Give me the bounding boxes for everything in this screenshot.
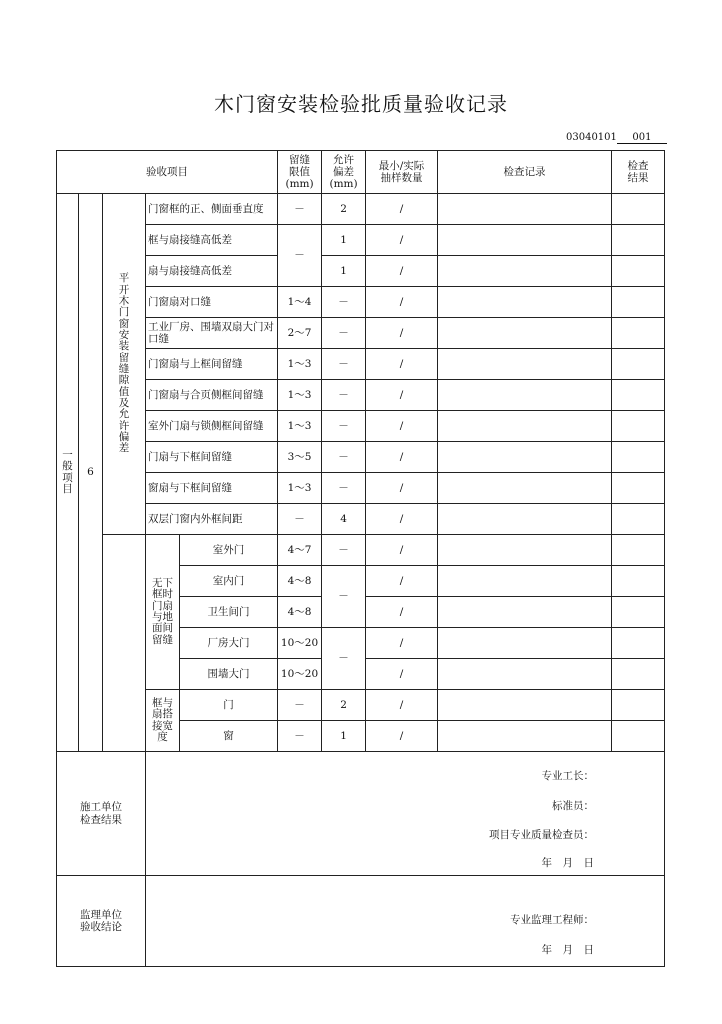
row-name: 窗扇与下框间留缝 bbox=[146, 473, 278, 504]
row-tolerance: － bbox=[322, 287, 366, 318]
table-row bbox=[57, 287, 665, 318]
header-record: 检查记录 bbox=[438, 151, 612, 194]
row-result-cell[interactable] bbox=[612, 566, 665, 597]
header-row bbox=[57, 151, 665, 194]
row-name: 门窗框的正、侧面垂直度 bbox=[146, 194, 278, 225]
row-record-cell[interactable] bbox=[438, 349, 612, 380]
row-gap: 4～8 bbox=[278, 597, 322, 628]
row-name: 围墙大门 bbox=[180, 659, 278, 690]
row-result-cell[interactable] bbox=[612, 318, 665, 349]
row-record-cell[interactable] bbox=[438, 411, 612, 442]
row-result-cell[interactable] bbox=[612, 535, 665, 566]
construction-label: 施工单位 检查结果 bbox=[57, 752, 146, 876]
header-gap-limit: 留缝 限值 (mm) bbox=[278, 151, 322, 194]
engineer-label: 专业监理工程师： bbox=[510, 914, 595, 926]
construction-section bbox=[57, 752, 665, 876]
item-number-cell: 6 bbox=[79, 194, 103, 752]
row-sample: / bbox=[366, 442, 438, 473]
row-result-cell[interactable] bbox=[612, 721, 665, 752]
row-record-cell[interactable] bbox=[438, 597, 612, 628]
table-row bbox=[57, 690, 665, 721]
row-name: 双层门窗内外框间距 bbox=[146, 504, 278, 535]
row-record-cell[interactable] bbox=[438, 721, 612, 752]
row-name: 卫生间门 bbox=[180, 597, 278, 628]
table-row bbox=[57, 442, 665, 473]
row-name: 室外门 bbox=[180, 535, 278, 566]
team-lead-label: 标准员： bbox=[552, 799, 595, 812]
table-row bbox=[57, 380, 665, 411]
document-code-suffix: 001 bbox=[617, 132, 667, 144]
section-cell: 平开木门窗安装留缝隙值及允许偏差 bbox=[103, 194, 146, 535]
row-result-cell[interactable] bbox=[612, 194, 665, 225]
row-sample: / bbox=[366, 473, 438, 504]
row-result-cell[interactable] bbox=[612, 225, 665, 256]
row-sample: / bbox=[366, 318, 438, 349]
document-code bbox=[566, 132, 667, 144]
row-record-cell[interactable] bbox=[438, 318, 612, 349]
row-name: 框与扇接缝高低差 bbox=[146, 225, 278, 256]
row-sample: / bbox=[366, 504, 438, 535]
category-cell: 一般项目 bbox=[57, 194, 79, 752]
row-gap: 10～20 bbox=[278, 628, 322, 659]
row-result-cell[interactable] bbox=[612, 659, 665, 690]
row-result-cell[interactable] bbox=[612, 473, 665, 504]
row-name: 门窗扇对口缝 bbox=[146, 287, 278, 318]
table-row bbox=[57, 318, 665, 349]
row-sample: / bbox=[366, 690, 438, 721]
row-tolerance: － bbox=[322, 411, 366, 442]
inspection-table bbox=[56, 150, 665, 967]
row-sample: / bbox=[366, 659, 438, 690]
row-sample: / bbox=[366, 349, 438, 380]
header-result: 检查 结果 bbox=[612, 151, 665, 194]
row-record-cell[interactable] bbox=[438, 194, 612, 225]
row-record-cell[interactable] bbox=[438, 566, 612, 597]
row-tolerance: 1 bbox=[322, 721, 366, 752]
row-record-cell[interactable] bbox=[438, 442, 612, 473]
row-sample: / bbox=[366, 597, 438, 628]
construction-date: 年 月 日 bbox=[541, 856, 595, 869]
inspector-label: 项目专业质量检查员： bbox=[489, 828, 595, 841]
row-name: 门 bbox=[180, 690, 278, 721]
row-tolerance: 2 bbox=[322, 194, 366, 225]
row-record-cell[interactable] bbox=[438, 628, 612, 659]
row-sample: / bbox=[366, 628, 438, 659]
row-tolerance: 1 bbox=[322, 256, 366, 287]
row-result-cell[interactable] bbox=[612, 256, 665, 287]
row-gap: － bbox=[278, 194, 322, 225]
table-row bbox=[57, 411, 665, 442]
row-record-cell[interactable] bbox=[438, 659, 612, 690]
row-tolerance: － bbox=[322, 535, 366, 566]
subgroup-overlap-width: 框与扇搭接宽度 bbox=[146, 690, 180, 752]
row-name: 室外门扇与锁侧框间留缝 bbox=[146, 411, 278, 442]
row-tolerance: － bbox=[322, 473, 366, 504]
row-result-cell[interactable] bbox=[612, 504, 665, 535]
row-gap: 4～7 bbox=[278, 535, 322, 566]
header-item: 验收项目 bbox=[57, 151, 278, 194]
supervision-sign-area[interactable] bbox=[146, 876, 665, 967]
row-tolerance: － bbox=[322, 566, 366, 628]
header-sample: 最小/实际 抽样数量 bbox=[366, 151, 438, 194]
row-record-cell[interactable] bbox=[438, 473, 612, 504]
row-sample: / bbox=[366, 256, 438, 287]
row-gap: 1～4 bbox=[278, 287, 322, 318]
row-result-cell[interactable] bbox=[612, 690, 665, 721]
row-result-cell[interactable] bbox=[612, 411, 665, 442]
subgroup-floor-gap: 无下框时门扇与地面间留缝 bbox=[146, 535, 180, 690]
row-name: 门窗扇与合页侧框间留缝 bbox=[146, 380, 278, 411]
row-record-cell[interactable] bbox=[438, 504, 612, 535]
document-code-number: 03040101 bbox=[566, 132, 617, 143]
row-gap: 1～3 bbox=[278, 473, 322, 504]
page-title: 木门窗安装检验批质量验收记录 bbox=[214, 92, 508, 116]
row-tolerance: 2 bbox=[322, 690, 366, 721]
row-result-cell[interactable] bbox=[612, 442, 665, 473]
row-tolerance: － bbox=[322, 349, 366, 380]
row-tolerance: 4 bbox=[322, 504, 366, 535]
foreman-label: 专业工长： bbox=[541, 769, 595, 782]
row-sample: / bbox=[366, 535, 438, 566]
row-name: 室内门 bbox=[180, 566, 278, 597]
row-gap: 1～3 bbox=[278, 411, 322, 442]
table-row bbox=[57, 473, 665, 504]
row-sample: / bbox=[366, 225, 438, 256]
row-gap: － bbox=[278, 504, 322, 535]
table-row bbox=[57, 504, 665, 535]
row-result-cell[interactable] bbox=[612, 349, 665, 380]
table-row bbox=[57, 535, 665, 566]
row-result-cell[interactable] bbox=[612, 380, 665, 411]
row-gap: 1～3 bbox=[278, 349, 322, 380]
table-row bbox=[57, 256, 665, 287]
table-row bbox=[57, 349, 665, 380]
row-sample: / bbox=[366, 566, 438, 597]
row-sample: / bbox=[366, 411, 438, 442]
table-row bbox=[57, 225, 665, 256]
row-record-cell[interactable] bbox=[438, 256, 612, 287]
row-gap: 10～20 bbox=[278, 659, 322, 690]
supervision-label: 监理单位 验收结论 bbox=[57, 876, 146, 967]
row-gap: 3～5 bbox=[278, 442, 322, 473]
row-name: 窗 bbox=[180, 721, 278, 752]
row-name: 门窗扇与上框间留缝 bbox=[146, 349, 278, 380]
row-tolerance: － bbox=[322, 380, 366, 411]
row-gap: 2～7 bbox=[278, 318, 322, 349]
row-sample: / bbox=[366, 721, 438, 752]
row-gap: － bbox=[278, 225, 322, 287]
row-record-cell[interactable] bbox=[438, 225, 612, 256]
row-tolerance: 1 bbox=[322, 225, 366, 256]
row-gap: 4～8 bbox=[278, 566, 322, 597]
row-record-cell[interactable] bbox=[438, 690, 612, 721]
row-name: 扇与扇接缝高低差 bbox=[146, 256, 278, 287]
row-result-cell[interactable] bbox=[612, 597, 665, 628]
row-name: 工业厂房、围墙双扇大门对口缝 bbox=[146, 318, 278, 349]
row-name: 厂房大门 bbox=[180, 628, 278, 659]
supervision-section bbox=[57, 876, 665, 967]
row-gap: － bbox=[278, 690, 322, 721]
row-record-cell[interactable] bbox=[438, 535, 612, 566]
row-result-cell[interactable] bbox=[612, 628, 665, 659]
row-sample: / bbox=[366, 287, 438, 318]
row-sample: / bbox=[366, 380, 438, 411]
supervision-date: 年 月 日 bbox=[541, 944, 595, 956]
section-cell-empty bbox=[103, 535, 146, 752]
row-record-cell[interactable] bbox=[438, 380, 612, 411]
row-tolerance: － bbox=[322, 442, 366, 473]
row-tolerance: － bbox=[322, 628, 366, 690]
row-record-cell[interactable] bbox=[438, 287, 612, 318]
row-sample: / bbox=[366, 194, 438, 225]
table-row bbox=[57, 194, 665, 225]
header-tolerance: 允许 偏差 (mm) bbox=[322, 151, 366, 194]
row-tolerance: － bbox=[322, 318, 366, 349]
row-gap: 1～3 bbox=[278, 380, 322, 411]
construction-sign-area[interactable] bbox=[146, 752, 665, 876]
row-name: 门扇与下框间留缝 bbox=[146, 442, 278, 473]
row-result-cell[interactable] bbox=[612, 287, 665, 318]
row-gap: － bbox=[278, 721, 322, 752]
